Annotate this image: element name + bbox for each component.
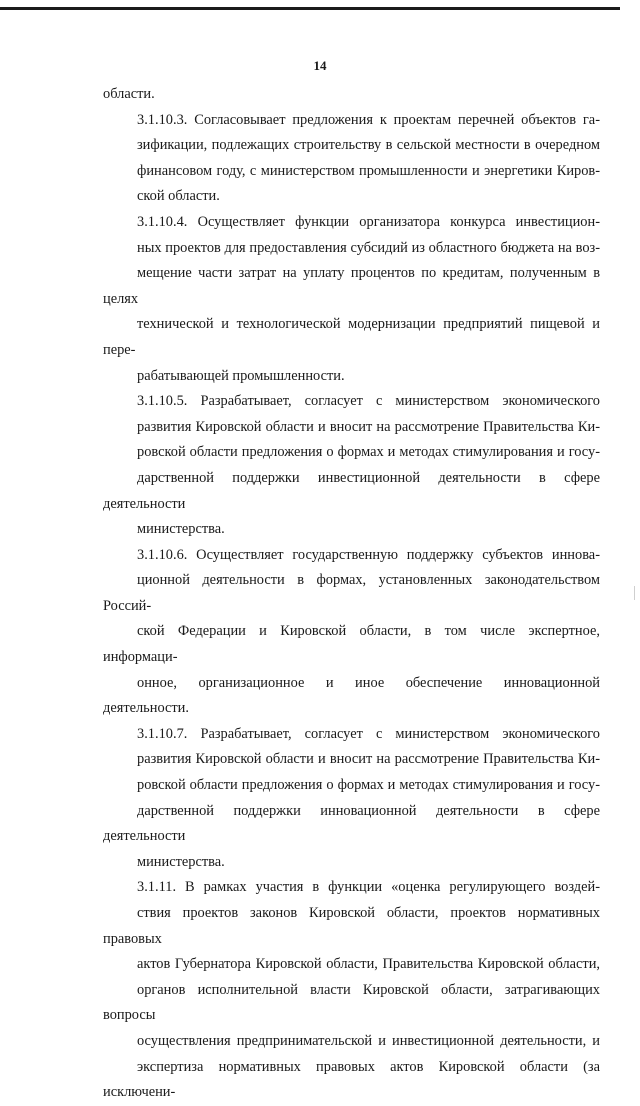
text-line: онное, организационное и иное обеспечение инновационной деятельности.	[103, 674, 600, 717]
text-line: ровской области предложения о формах и методах стимулирования и госу-	[137, 444, 600, 461]
text-line: ных проектов для предоставления субсидий из областного бюджета на воз-	[137, 239, 600, 256]
text-line: 3.1.10.4. Осуществляет функции организатора конкурса инвестицион-	[137, 213, 600, 230]
text-line: 3.1.10.5. Разрабатывает, согласует с министерством экономического	[137, 393, 600, 410]
text-line: технической и технологической модернизации предприятий пищевой и пере-	[103, 316, 600, 358]
text-line: ской области.	[137, 188, 220, 205]
text-line: органов исполнительной власти Кировской области, затрагивающих вопросы	[103, 981, 600, 1024]
text-line: осуществления предпринимательской и инвестиционной деятельности, и	[137, 1032, 600, 1049]
text-line: ской Федерации и Кировской области, в том числе экспертное, информаци-	[103, 623, 600, 666]
text-line: финансовом году, с министерством промышленности и энергетики Киров-	[137, 162, 600, 179]
text-line: развития Кировской области и вносит на рассмотрение Правительства Ки-	[137, 751, 600, 768]
text-line: 3.1.10.7. Разрабатывает, согласует с министерством экономического	[137, 725, 600, 742]
text-line: ствия проектов законов Кировской области, проектов нормативных правовых	[103, 905, 600, 947]
text-line: ционной деятельности в формах, установленных законодательством Россий-	[103, 572, 600, 614]
text-line: ровской области предложения о формах и методах стимулирования и госу-	[137, 777, 600, 794]
paragraph-3-1-11	[103, 875, 600, 1105]
text-line: дарственной поддержки инновационной деятельности в сфере деятельности	[103, 802, 600, 845]
top-border-line	[0, 7, 620, 10]
paragraph-3-1-10-7	[103, 722, 600, 876]
scan-artifact-mark	[634, 586, 635, 600]
text-line: дарственной поддержки инвестиционной деятельности в сфере деятельности	[103, 469, 600, 512]
text-line: актов Губернатора Кировской области, Правительства Кировской области,	[137, 956, 600, 973]
text-line: развития Кировской области и вносит на рассмотрение Правительства Ки-	[137, 418, 600, 435]
paragraph-continuation	[103, 82, 600, 108]
text-line: министерства.	[137, 853, 225, 870]
text-line: рабатывающей промышленности.	[137, 367, 345, 384]
document-body	[103, 82, 600, 1106]
text-line: мещение части затрат на уплату процентов по кредитам, полученным в целях	[103, 265, 600, 307]
text-line: области.	[103, 86, 155, 102]
paragraph-3-1-10-4	[103, 210, 600, 389]
text-line: зификации, подлежащих строительству в сельской местности в очередном	[137, 137, 600, 154]
text-line: министерства.	[137, 521, 225, 538]
page-number: 14	[313, 58, 327, 73]
paragraph-3-1-10-6	[103, 543, 600, 722]
text-line: 3.1.10.3. Согласовывает предложения к проектам перечней объектов га-	[137, 111, 600, 128]
text-line: экспертиза нормативных правовых актов Кировской области (за исключени-	[103, 1058, 600, 1101]
text-line: 3.1.10.6. Осуществляет государственную поддержку субъектов иннова-	[137, 546, 600, 563]
paragraph-3-1-10-3	[103, 108, 600, 210]
paragraph-3-1-10-5	[103, 389, 600, 543]
text-line: 3.1.11. В рамках участия в функции «оценка регулирующего воздей-	[137, 879, 600, 896]
